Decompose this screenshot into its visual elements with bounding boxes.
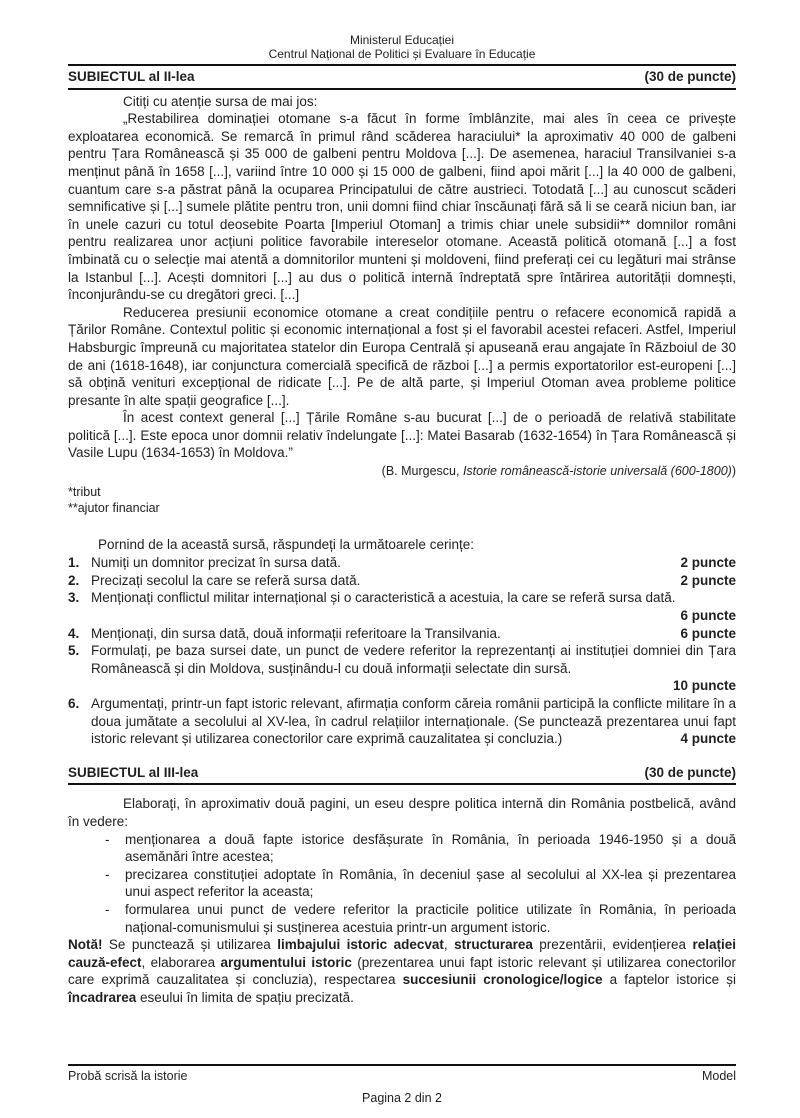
question-4-number: 4. [68,625,80,641]
question-1-number: 1. [68,555,80,571]
essay-bullet-1 [68,831,736,866]
footnotes [68,484,736,516]
essay-intro: Elaborați, în aproximativ două pagini, un eseu despre politica internă din România postbelică, având în vedere: [68,796,736,829]
document-footer [68,1064,736,1106]
source-paragraph-2: Reducerea presiunii economice otomane a creat condițiile pentru o refacere economică rapidă a Țărilor Române. Contextul politic și economic internațional a fost și el favorabil acestei refaceri. Astfel, Imperiul Habsburgic împreună cu majoritatea statelor din Europa Centrală și apuseană erau angajate în Războiul de 30 de ani (1618-1648), iar conjunctura comercială specifică de război [...] a permis exportatorilor est-europeni [...] să obțină venituri excepțional de ridicate [...]. Pe de altă parte, și Imperiul Otoman avea probleme politice presante în alte spații geografice [...]. [68,304,736,408]
question-2-number: 2. [68,572,80,588]
question-2-text: Precizați secolul la care se referă sursa dată. [91,572,361,588]
question-4-points: 6 puncte [680,625,736,641]
question-3-text: Menționați conflictul militar internațional și o caracteristică a acestuia, la care se referă sursa dată. [91,590,676,606]
subject2-points: (30 de puncte) [644,69,736,84]
essay-bullet-2 [68,866,736,901]
subject3-heading [68,762,736,786]
question-4 [68,625,736,643]
question-6 [68,695,736,748]
essay-bullet-2-text: precizarea constituției adoptate în România, în deceniul șase al secolului al XX-lea și prezentarea unui aspect referitor la aceasta; [125,866,736,900]
ministry-line: Ministerul Educației [349,33,455,47]
document-header [68,33,736,61]
essay-bullet-3-text: formularea unui punct de vedere referitor la practicile politice utilizate în România, în perioada național-comunismului și susținerea acestuia printr-un argument istoric. [125,901,736,935]
question-3-number: 3. [68,590,80,606]
source-citation: (B. Murgescu, Istorie românească-istorie universală (600-1800)) [381,464,736,479]
grading-note: Notă! Se punctează și utilizarea limbajului istoric adecvat, structurarea prezentării, evidențierea relației cauză-efect, elaborarea argumentului istoric (prezentarea unui fapt istoric relevant și utilizarea conectorilor care exprimă cauzalitatea și concluzia), respectarea succesiunii cronologice/logice a faptelor istorice și încadrarea eseului în limita de spațiu precizată. [68,937,736,1005]
footer-page-number: Pagina 2 din 2 [362,1091,442,1105]
question-5-number: 5. [68,643,80,659]
question-1-text: Numiți un domnitor precizat în sursa dată. [91,555,341,571]
center-name-line: Centrul Național de Politici și Evaluare în Educație [268,47,536,61]
essay-bullet-list [68,831,736,937]
question-1-points: 2 puncte [680,555,736,571]
subject2-title: SUBIECTUL al II-lea [68,69,195,84]
source-intro: Citiți cu atenție sursa de mai jos: [123,93,318,109]
question-5-text: Formulați, pe baza sursei date, un punct de vedere referitor la reprezentanți ai instituției domniei din Țara Românească și din Moldova, susținându-l cu două informații selectate din sursă. [91,643,736,676]
question-6-number: 6. [68,696,80,711]
question-6-points: 4 puncte [680,731,736,747]
footnote-tribut: *tribut [68,484,101,499]
question-2-points: 2 puncte [680,572,736,588]
question-5 [68,642,736,695]
subject3-title: SUBIECTUL al III-lea [68,764,199,780]
question-6-text: Argumentați, printr-un fapt istoric relevant, afirmația conform căreia românii participă la conflicte militare în a doua jumătate a secolului al XV-lea, în cadrul relațiilor internaționale. (Se punctează prezentarea unui fapt istoric relevant și utilizarea conectorilor care exprimă cauzalitatea și concluzia.) [91,696,736,747]
question-3-points: 6 puncte [680,608,736,624]
footer-exam-name: Probă scrisă la istorie [68,1069,188,1083]
question-1 [68,554,736,572]
question-2 [68,572,736,590]
source-paragraph-3: În acest context general [...] Țările Române s-au bucurat [...] de o perioadă de relativă stabilitate politică [...]. Este epoca unor domnii relativ îndelungate [...]: Matei Basarab (1632-1654) în Țara Românească și Vasile Lupu (1634-1653) în Moldova.” [68,410,736,461]
footnote-ajutor-financiar: **ajutor financiar [68,500,160,515]
footer-variant: Model [701,1069,736,1083]
bullet-dash: - [105,866,110,882]
question-5-points: 10 puncte [672,678,736,694]
task-intro: Pornind de la această sursă, răspundeți la următoarele cerințe: [98,536,474,552]
essay-bullet-3 [68,901,736,936]
question-4-text: Menționați, din sursa dată, două informații referitoare la Transilvania. [91,625,501,641]
source-paragraph-1: „Restabilirea dominației otomane s-a făcut în forme îmblânzite, mai ales în ceea ce privește exploatarea economică. Se remarcă în primul rând scăderea haraciului* la aproximativ 40 000 de galbeni pentru Țara Românească și 35 000 de galbeni pentru Moldova [...]. De asemenea, haraciul Transilvaniei s-a menținut până în 1658 [...], variind între 10 000 și 15 000 de galbeni, fiind apoi mărit [...] la 40 000 de galbeni, cuantum care s-a păstrat până la ocuparea Principatului de către austrieci. Totodată [...] au cunoscut scăderi semnificative și [...] sumele plătite pentru tron, unii domni fiind chiar înscăunați fără să li se ceară niciun ban, iar în unele cazuri cu totul deosebite Poarta [Imperiul Otoman] a trimis chiar unele subsidii** domnilor români pentru realizarea unor acțiuni politice favorabile intereselor otomane. Această politică otomană [...] a fost îmbinată cu o selecție mai atentă a domnitorilor munteni și moldoveni, fiind preferați cei cu legături mai strânse la Istanbul [...]. Acești domnitori [...] au dus o politică internă îndreptată spre întărirea autorității domnești, înconjurându-se cu dregători greci. [...] [68,111,736,303]
essay-bullet-1-text: menționarea a două fapte istorice desfășurate în România, în perioada 1946-1950 și a două asemănări între acestea; [125,831,736,865]
question-3 [68,589,736,624]
subject2-heading [68,66,736,90]
bullet-dash: - [105,831,110,847]
bullet-dash: - [105,901,110,917]
subject3-points: (30 de puncte) [644,764,736,780]
question-list [68,554,736,748]
